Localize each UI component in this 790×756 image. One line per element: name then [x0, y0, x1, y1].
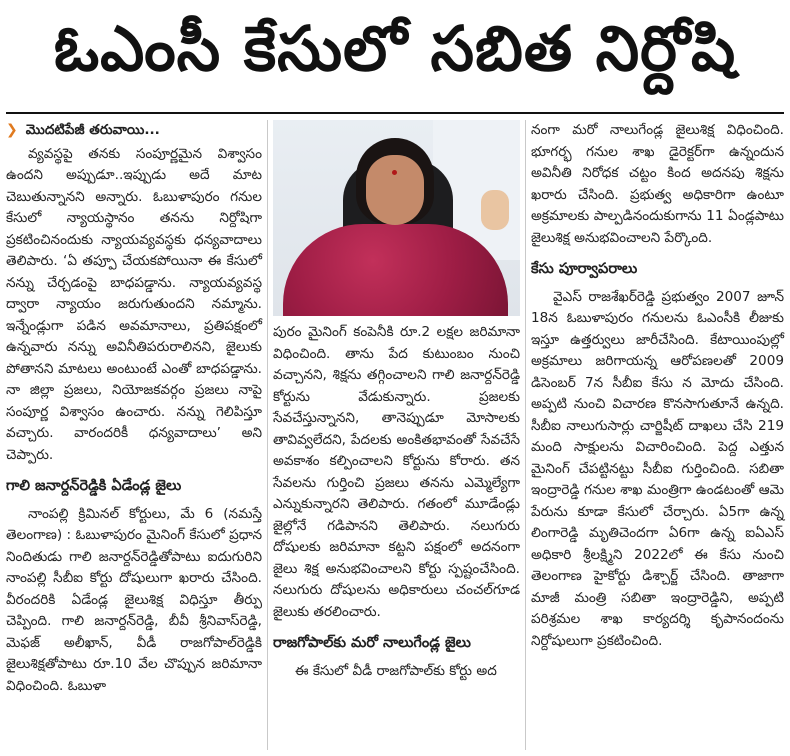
chevron-right-icon: ❯	[6, 122, 18, 138]
subheading: గాలి జనార్దన్‌రెడ్డికి ఏడేండ్ల జైలు	[6, 478, 182, 494]
column-3	[531, 120, 784, 652]
article-paragraph: నాంపల్లి క్రిమినల్ కోర్టులు, మే 6 (నమస్తే తెలంగాణ) : ఓబుళాపురం మైనింగ్ కేసులో ప్రధాన నిందితుడు గాలి జనార్దన్‌రెడ్డితోపాటు ఐదుగురిని నాంపల్లి సీబీఐ కోర్టు దోషులుగా ఖరారు చేసింది. వీరందరికి ఏడేండ్ల జైలుశిక్ష విధిస్తూ తీర్పు చెప్పింది. గాలి జనార్దన్‌రెడ్డి, బీవీ శ్రీనివాస్‌రెడ్డి, మెఫజ్ అలీఖాన్, వీడీ రాజగోపాల్‌రెడ్డికి జైలుశిక్షతోపాటు రూ.10 వేల చొప్పున జరిమానా విధించింది. ఓబుళా	[6, 505, 262, 694]
subheading: రాజగోపాల్‌కు మరో నాలుగేండ్ల జైలు	[273, 635, 471, 651]
column-divider	[525, 120, 526, 750]
column-2	[273, 322, 520, 682]
subheading: కేసు పూర్వాపరాలు	[531, 261, 638, 277]
photo-saree	[283, 224, 508, 316]
article-paragraph: పురం మైనింగ్ కంపెనీకి రూ.2 లక్షల జరిమానా విధించింది. తాను పేద కుటుంబం నుంచి వచ్చానని, శిక్షను తగ్గించాలని గాలి జనార్దన్‌రెడ్డి కోర్టును వేడుకున్నారు. ప్రజలకు సేవచేస్తున్నానని, తానెప్పుడూ మోసాలకు తావివ్వలేదని, పేదలకు అంకితభావంతో సేవచేసే అవకాశం కల్పించాలని కోర్టును కోరారు. తన సేవలను గుర్తించి ప్రజలు తనను ఎమ్మెల్యేగా ఎన్నుకున్నారని తెలిపారు. గతంలో మూడేండ్లు జైల్లోనే గడిపానని తెలిపారు. నలుగురు దోషులకు జరిమానా కట్టని పక్షంలో అదనంగా జైలు శిక్ష అనుభవించాలని కోర్టు స్పష్టంచేసింది. నలుగురు దోషులను అధికారులు చంచల్‌గూడ జైలుకు తరలించారు.	[273, 324, 520, 620]
headline: ఓఎంసీ కేసులో సబిత నిర్దోషి	[53, 12, 737, 85]
article-paragraph: ఈ కేసులో వీడీ రాజగోపాల్‌కు కోర్టు అద	[295, 662, 497, 679]
column-1	[6, 120, 262, 697]
photo-detail	[481, 190, 509, 230]
kicker-text: మొదటిపేజీ తరువాయి...	[25, 122, 160, 138]
article-paragraph: నంగా మరో నాలుగేండ్ల జైలుశిక్ష విధించింది. భూగర్భ గనుల శాఖ డైరెక్టర్‌గా ఉన్నందున అవినీతి నిరోధక చట్టం కింద అదనపు శిక్షను ఖరారు చేసింది. ప్రభుత్వ అధికారిగా ఉంటూ అక్రమాలకు పాల్పడినందుకుగాను 11 ఏండ్లపాటు జైలుశిక్ష అనుభవించాలని పేర్కొంది.	[531, 122, 784, 246]
article-paragraph: వ్యవస్థపై తనకు సంపూర్ణమైన విశ్వాసం ఉందని అప్పుడూ..ఇప్పుడు అదే మాట చెబుతున్నానని అన్నారు. ఓబుళాపురం గనుల కేసులో న్యాయస్థానం తనను నిర్దోషిగా ప్రకటించినందుకు న్యాయవ్యవస్థకు ధన్యవాదాలు తెలిపారు. ‘ఏ తప్పూ చేయకపోయినా ఈ కేసులో నన్ను చేర్చడంపై బాధపడ్డాను. న్యాయవ్యవస్థ ద్వారా న్యాయం జరుగుతుందని నమ్మాను. ఇన్నేండ్లుగా పడిన అవమానాలు, ప్రతిపక్షంలో ఉన్నవారు నన్ను అవినీతిపరురాలినని, జైలుకు పోతానని మాటలు అంటుంటే ఎంతో బాధపడ్డాను. నా జిల్లా ప్రజలు, నియోజకవర్గం ప్రజలు నాపై సంపూర్ణ విశ్వాసం ఉంచారు. నన్ను గెలిపిస్తూ వచ్చారు. వారందరికీ ధన్యవాదాలు’ అని చెప్పారు.	[6, 145, 262, 463]
photo-face	[366, 155, 424, 225]
column-divider	[267, 120, 268, 750]
article-paragraph: వైఎస్ రాజశేఖర్‌రెడ్డి ప్రభుత్వం 2007 జూన్ 18న ఓబుళాపురం గనులను ఓఎంసీకి లీజుకు ఇస్తూ ఉత్తర్వులు జారీచేసింది. కేటాయింపుల్లో అక్రమాలు జరిగాయన్న ఆరోపణలతో 2009 డిసెంబర్ 7న సీబీఐ కేసు న మోదు చేసింది. అప్పటి నుంచి విచారణ కొనసాగుతూనే ఉన్నది. సీబీఐ నాలుగుసార్లు చార్జిషీట్ దాఖలు చేసి 219 మంది సాక్షులను విచారించింది. పెద్ద ఎత్తున మైనింగ్ చేపట్టినట్టు సీబీఐ గుర్తించింది. సబితా ఇంద్రారెడ్డి గనుల శాఖ మంత్రిగా ఉండటంతో ఆమె పేరును కూడా కేసులో చేర్చారు. ఏ5గా ఉన్న లింగారెడ్డి మృతిచెందగా ఏ6గా ఉన్న ఐఏఎస్ అధికారి శ్రీలక్ష్మిని 2022లో ఈ కేసు నుంచి తెలంగాణ హైకోర్టు డిశ్చార్జ్ చేసింది. తాజాగా మాజీ మంత్రి సబితా ఇంద్రారెడ్డిని, అప్పటి పరిశ్రమల శాఖ కార్యదర్శి కృపానందంను నిర్దోషులుగా ప్రకటించింది.	[531, 288, 784, 649]
continued-kicker	[6, 120, 262, 142]
photo-bindi	[392, 170, 397, 175]
headline-rule	[6, 112, 784, 114]
portrait-photo	[273, 120, 520, 316]
